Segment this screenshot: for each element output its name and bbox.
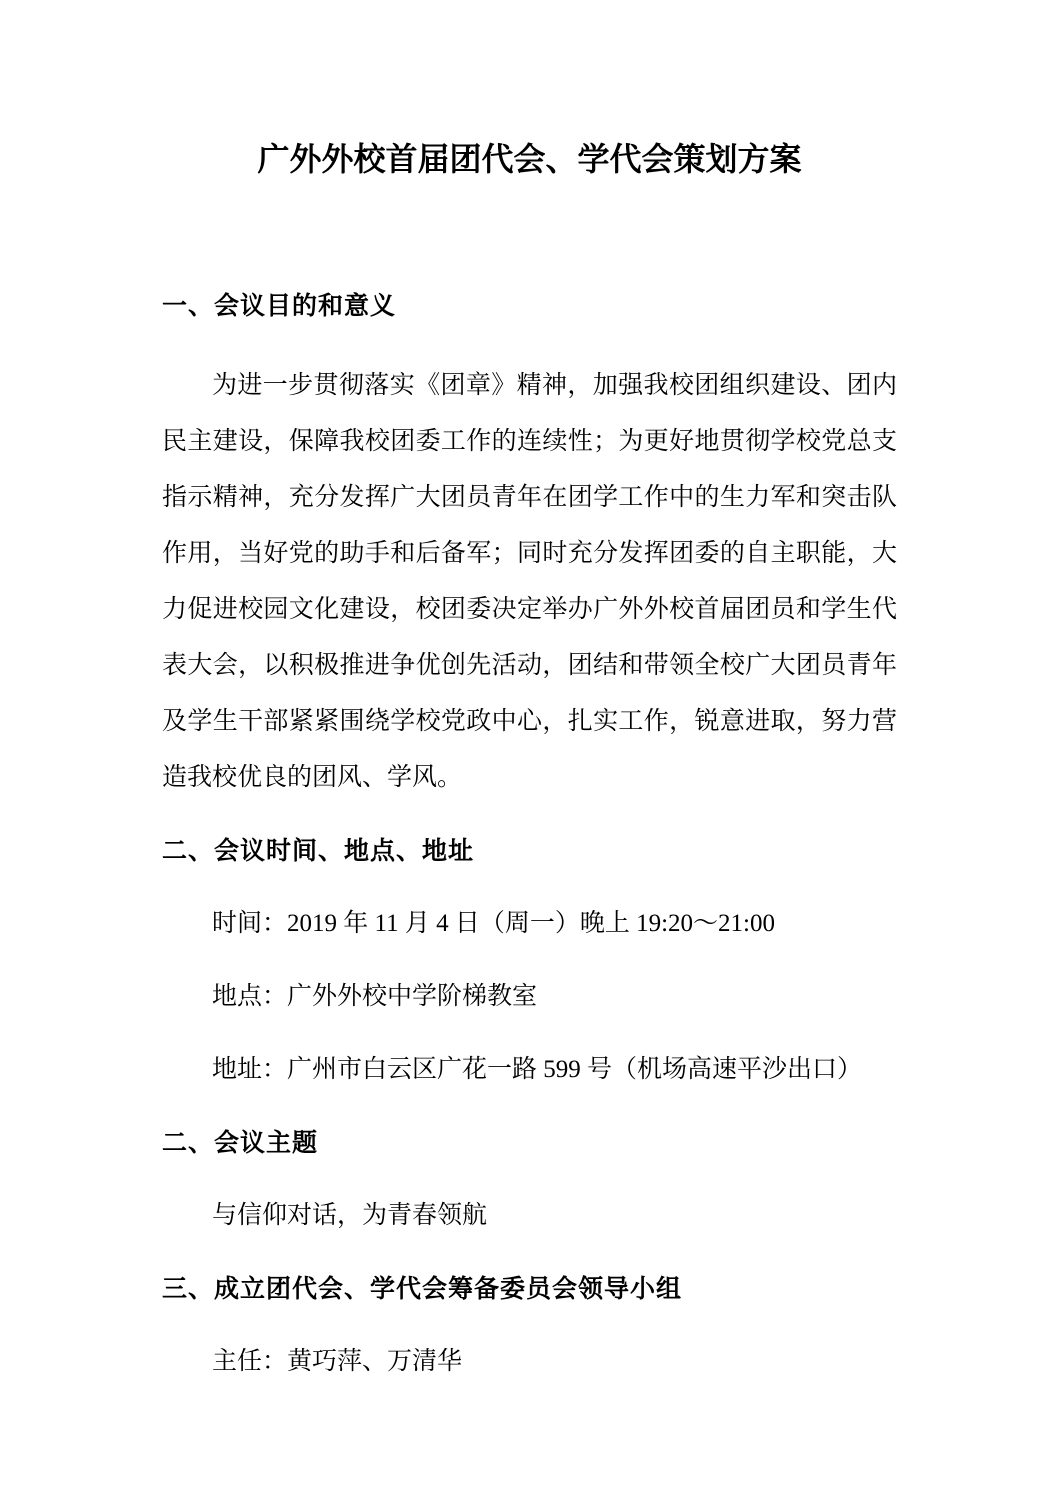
- meeting-address-line: 地址：广州市白云区广花一路 599 号（机场高速平沙出口）: [212, 1056, 863, 1083]
- section-heading-time-place: 二、会议时间、地点、地址: [162, 837, 475, 865]
- document-title: 广外外校首届团代会、学代会策划方案: [257, 141, 802, 177]
- meeting-time-line: 时间：2019 年 11 月 4 日（周一）晚上 19:20～21:00: [212, 910, 775, 937]
- section-heading-committee: 三、成立团代会、学代会筹备委员会领导小组: [162, 1275, 683, 1303]
- meeting-place-line: 地点：广外外校中学阶梯教室: [212, 983, 538, 1010]
- section-heading-purpose: 一、会议目的和意义: [162, 292, 397, 320]
- meeting-theme-line: 与信仰对话，为青春领航: [212, 1202, 488, 1229]
- purpose-paragraph: 为进一步贯彻落实《团章》精神，加强我校团组织建设、团内民主建设，保障我校团委工作的连续性；为更好地贯彻学校党总支指示精神，充分发挥广大团员青年在团学工作中的生力军和突击队作用，当好党的助手和后备军；同时充分发挥团委的自主职能，大力促进校园文化建设，校团委决定举办广外外校首届团员和学生代表大会，以积极推进争优创先活动，团结和带领全校广大团员青年及学生干部紧紧围绕学校党政中心，扎实工作，锐意进取，努力营造我校优良的团风、学风。: [162, 372, 897, 791]
- section-heading-theme: 二、会议主题: [162, 1129, 319, 1157]
- committee-director-line: 主任：黄巧萍、万清华: [212, 1348, 463, 1375]
